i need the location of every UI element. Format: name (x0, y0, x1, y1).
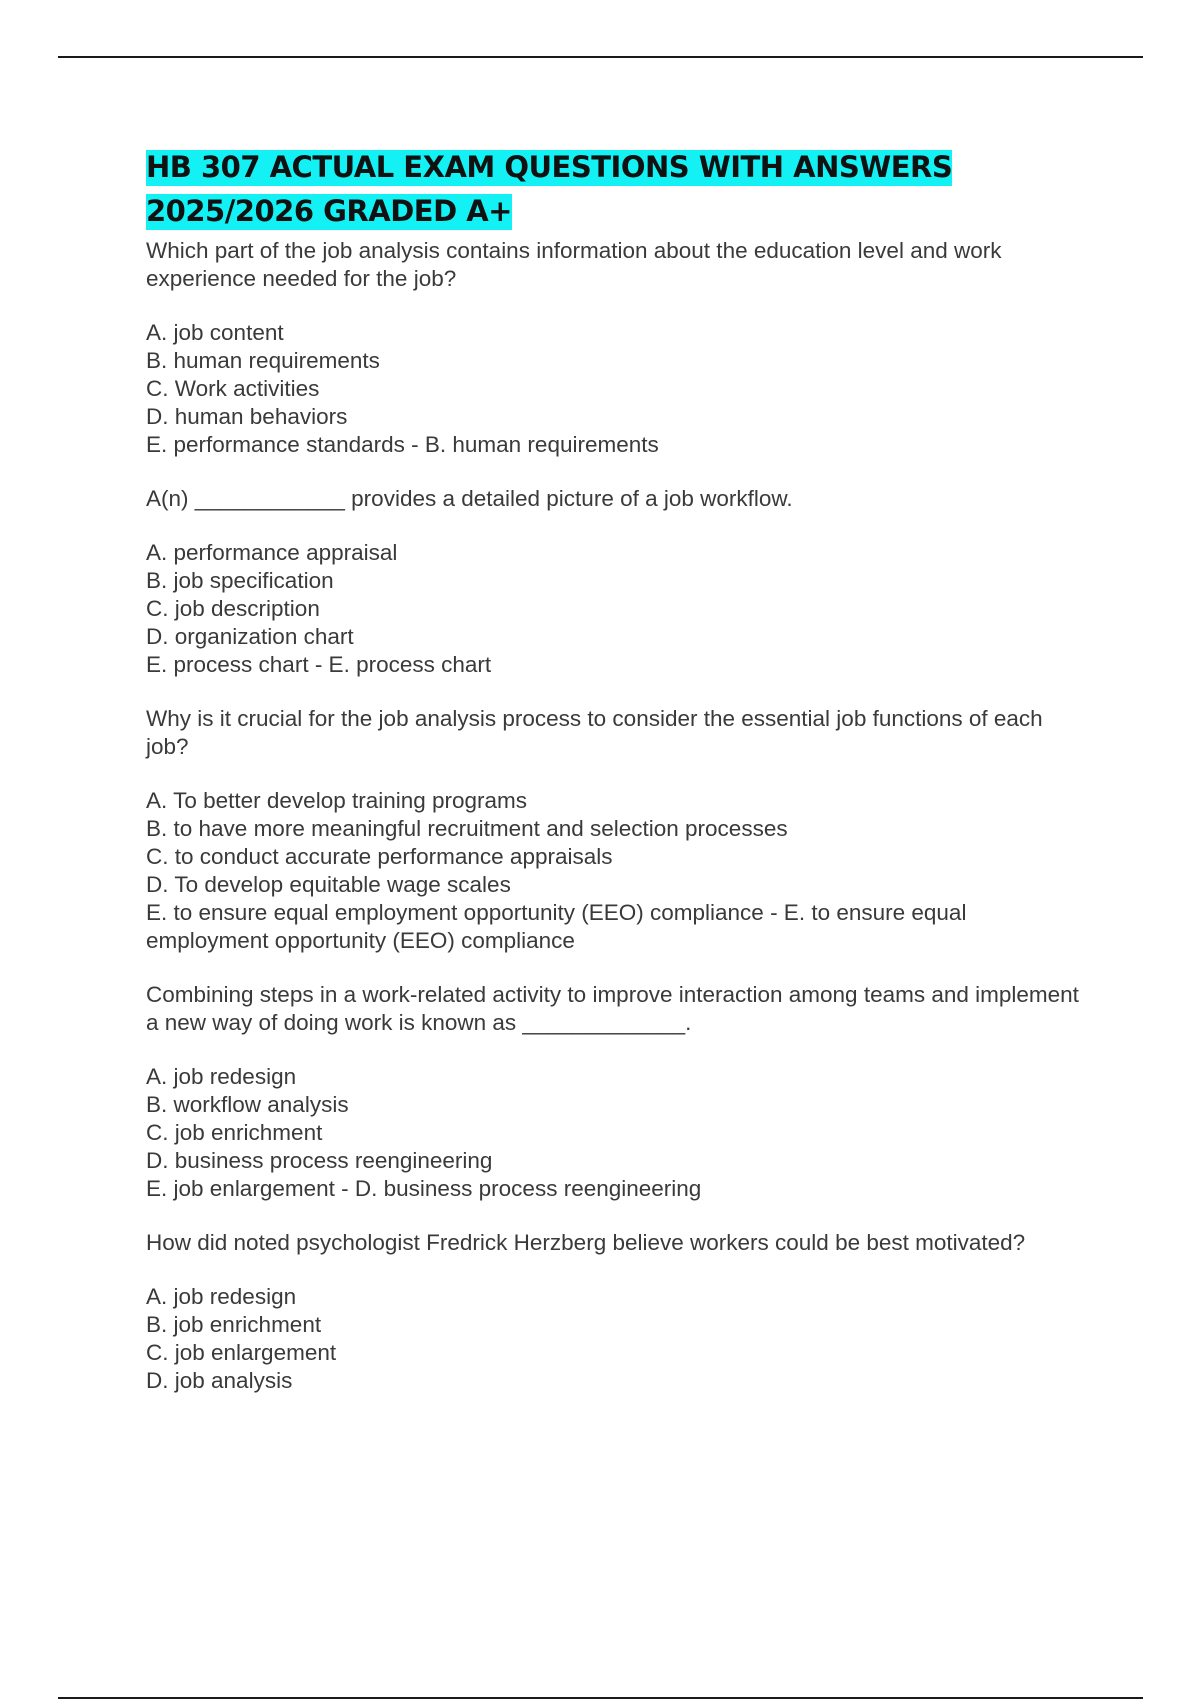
answer-option: A. To better develop training programs (146, 788, 528, 813)
answer-options (146, 1283, 1086, 1395)
answer-option: C. job description (146, 596, 320, 621)
answer-option: B. job enrichment (146, 1312, 322, 1337)
title-line-1: HB 307 ACTUAL EXAM QUESTIONS WITH ANSWERS (146, 150, 953, 184)
question-text: How did noted psychologist Fredrick Herzberg believe workers could be best motivated? (146, 1230, 1026, 1255)
answer-option: B. human requirements (146, 348, 380, 373)
bottom-rule (58, 1697, 1143, 1699)
answer-option: E. job enlargement - D. business process reengineering (146, 1176, 702, 1201)
answer-options (146, 1063, 1086, 1203)
question-text: Combining steps in a work-related activity to improve interaction among teams and implement a new way of doing work is known as _____________. (146, 982, 1079, 1035)
answer-option: A. job redesign (146, 1284, 297, 1309)
title-line-2: 2025/2026 GRADED A+ (146, 194, 512, 228)
answer-option: D. human behaviors (146, 404, 348, 429)
answer-option: E. to ensure equal employment opportunity (EEO) compliance - E. to ensure equal employment opportunity (EEO) compliance (146, 900, 967, 953)
document-title (146, 145, 1086, 233)
question-block (146, 981, 1086, 1203)
answer-option: A. performance appraisal (146, 540, 398, 565)
answer-option: B. to have more meaningful recruitment and selection processes (146, 816, 788, 841)
answer-option: D. organization chart (146, 624, 354, 649)
question-block (146, 237, 1086, 459)
answer-option: B. workflow analysis (146, 1092, 349, 1117)
answer-option: D. To develop equitable wage scales (146, 872, 511, 897)
question-block (146, 705, 1086, 955)
document-body (146, 145, 1086, 1421)
answer-option: C. to conduct accurate performance appraisals (146, 844, 613, 869)
answer-option: A. job content (146, 320, 284, 345)
answer-option: D. job analysis (146, 1368, 293, 1393)
answer-option: C. job enrichment (146, 1120, 323, 1145)
answer-options (146, 319, 1086, 459)
question-text: Why is it crucial for the job analysis process to consider the essential job functions of each job? (146, 706, 1043, 759)
answer-options (146, 539, 1086, 679)
answer-option: E. process chart - E. process chart (146, 652, 492, 677)
question-block (146, 485, 1086, 679)
answer-option: A. job redesign (146, 1064, 297, 1089)
answer-options (146, 787, 1086, 955)
answer-option: D. business process reengineering (146, 1148, 493, 1173)
answer-option: B. job specification (146, 568, 334, 593)
question-text: A(n) ____________ provides a detailed picture of a job workflow. (146, 486, 793, 511)
question-text: Which part of the job analysis contains information about the education level and work experience needed for the job? (146, 238, 1002, 291)
top-rule (58, 56, 1143, 58)
answer-option: C. job enlargement (146, 1340, 337, 1365)
question-block (146, 1229, 1086, 1395)
answer-option: E. performance standards - B. human requirements (146, 432, 659, 457)
answer-option: C. Work activities (146, 376, 320, 401)
